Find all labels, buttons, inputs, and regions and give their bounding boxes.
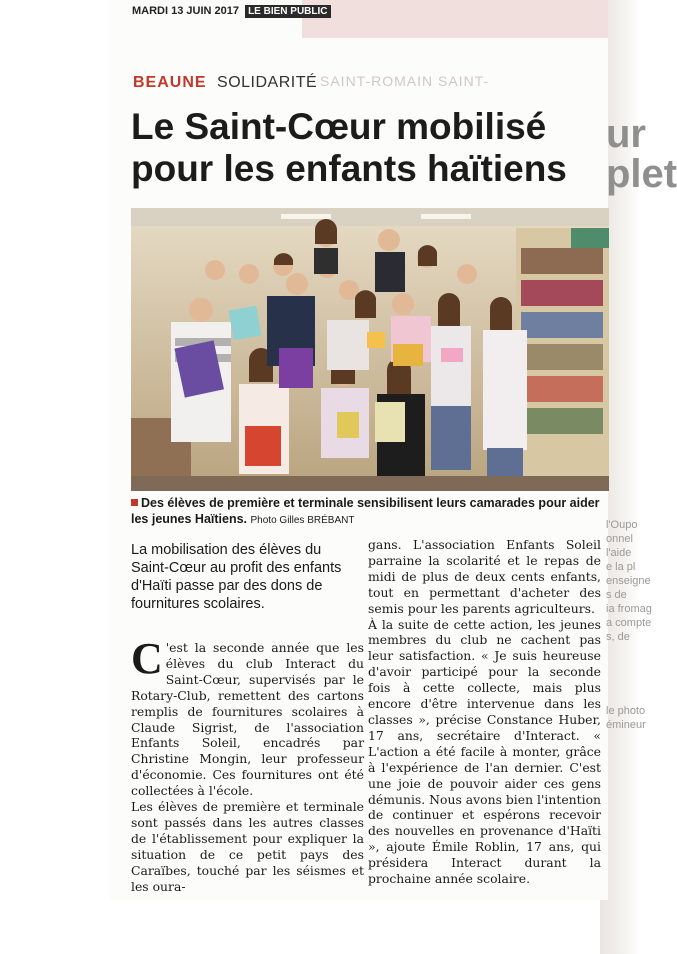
section-rubric — [133, 72, 317, 94]
body-paragraph-1-text: 'est la seconde année que les élèves du club Interact du Saint-Cœur, supervisés par le Rotary-Club, remettent des cartons remplis de fournitures scolaires à Claude Sigrist, de l'association Enfants Soleil, encadrés par Christine Mongin, leur professeur d'économie. Ces fournitures ont été collectées à l'école. — [131, 640, 364, 799]
rubric-city: BEAUNE — [133, 74, 207, 91]
newspaper-name: LE BIEN PUBLIC — [245, 5, 330, 18]
bleed-fragment: e la pl — [606, 561, 636, 573]
bleed-fragment: s, de — [606, 631, 630, 643]
body-column-right — [368, 537, 601, 887]
bleed-fragment: enseigne — [606, 575, 651, 587]
bleed-fragment: l'aide — [606, 547, 632, 559]
drop-cap: C — [131, 634, 163, 683]
body-paragraph-4: À la suite de cette action, les jeunes membres du club ne cachent pas leur satisfaction. « Je suis heureuse d'avoir participé pour la seconde fois à cette collecte, mais plus encore d'être intervenue dans les classes », précise Constance Huber, 17 ans, secrétaire d'Interact. « L'action a été facile à monter, grâce à l'expérience de l'an dernier. C'est une joie de pouvoir aider ces gens démunis. Nous avons bien l'intention de continuer et espérons recevoir des nouvelles en provenance d'Haïti », ajoute Émile Roblin, 17 ans, qui présidera Interact durant la prochaine année scolaire. — [368, 616, 602, 887]
header-band — [302, 0, 608, 38]
body-paragraph-1 — [131, 634, 364, 799]
photo-caption — [131, 495, 601, 529]
body-column-left — [131, 634, 364, 895]
bleed-headline-2: plet — [606, 152, 677, 196]
group-photo — [131, 208, 609, 491]
bleed-fragment: le photo — [606, 705, 646, 717]
article-lead: La mobilisation des élèves du Saint-Cœur au profit des enfants d'Haïti passe par des dons de fournitures scolaires. — [131, 542, 342, 612]
bleed-fragment: ia fromag — [606, 603, 652, 615]
bleed-fragment: s de — [606, 589, 627, 601]
bleed-fragment: onnel — [606, 533, 633, 545]
issue-date: MARDI 13 JUIN 2017 — [132, 5, 239, 17]
body-paragraph-2: Les élèves de première et terminale sont passés dans les autres classes de l'établissement pour expliquer la situation de ce petit pays des Caraïbes, touché par les séismes et les oura- — [131, 799, 364, 894]
rubric-theme: SOLIDARITÉ — [217, 74, 318, 91]
caption-bullet — [131, 499, 138, 506]
body-paragraph-3: gans. L'association Enfants Soleil parraine la scolarité et le repas de midi de plus de deux cents enfants, tout en permettant d'acheter des semis pour les parents agriculteurs. — [368, 537, 601, 616]
bleed-fragment: a compte — [606, 617, 652, 629]
bleed-headline-1: ur — [606, 112, 646, 156]
group-photo-illustration — [131, 208, 609, 491]
article-headline — [131, 106, 601, 190]
dateline — [132, 4, 331, 19]
faded-neighbour-rubric: SAINT-ROMAIN SAINT- — [320, 73, 490, 89]
headline-line-1: Le Saint-Cœur mobilisé — [131, 106, 547, 147]
caption-text: Des élèves de première et terminale sensibilisent leurs camarades pour aider les jeunes Haïtiens. — [131, 496, 600, 526]
bleed-fragment: émineur — [606, 719, 646, 731]
headline-line-2: pour les enfants haïtiens — [131, 148, 567, 189]
bleed-fragment: l'Oupo — [606, 519, 638, 531]
photo-credit: Photo Gilles BRÉBANT — [250, 515, 355, 526]
